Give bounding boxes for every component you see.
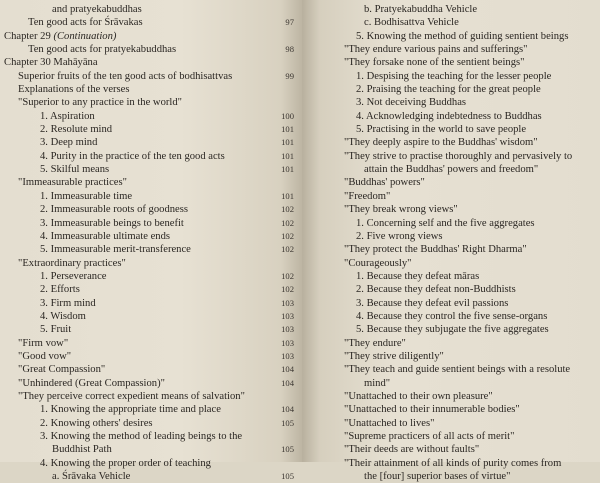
toc-entry-text: 3. Immeasurable beings to benefit xyxy=(40,217,184,229)
toc-entry xyxy=(0,430,302,443)
toc-entry-text: 4. Because they control the five sense-organs xyxy=(356,310,548,322)
toc-entry xyxy=(302,257,600,270)
toc-entry-text: Explanations of the verses xyxy=(18,84,130,96)
toc-entry xyxy=(0,297,302,310)
toc-page-number: 101 xyxy=(281,190,294,201)
toc-entry-text: 4. Immeasurable ultimate ends xyxy=(40,230,171,242)
toc-entry-text: "They teach and guide sentient beings with a resolute xyxy=(344,364,571,376)
toc-entry-text: Buddhist Path xyxy=(52,444,112,456)
toc-page-number: 101 xyxy=(281,164,294,175)
toc-entry-text: 3. Knowing the method of leading beings to the xyxy=(40,431,243,442)
right-toc-column xyxy=(302,0,600,483)
toc-entry-text: 2. Because they defeat non-Buddhists xyxy=(356,284,516,296)
toc-entry-text: "Unattached to their own pleasure" xyxy=(344,390,493,402)
toc-page-number: 102 xyxy=(281,284,294,295)
toc-entry-text: "They protect the Buddhas' Right Dharma" xyxy=(344,244,527,256)
toc-entry-text: b. Pratyekabuddha Vehicle xyxy=(364,4,478,15)
toc-page-number: 103 xyxy=(281,324,294,335)
toc-entry xyxy=(0,390,302,403)
toc-entry xyxy=(0,470,302,483)
toc-entry xyxy=(302,110,600,123)
toc-entry xyxy=(302,283,600,296)
toc-entry-text: 5. Fruit xyxy=(40,324,72,336)
toc-entry-text: 3. Because they defeat evil passions xyxy=(356,297,509,309)
toc-entry xyxy=(302,377,600,390)
toc-entry xyxy=(0,283,302,296)
toc-entry-text: mind" xyxy=(364,377,391,389)
right-page xyxy=(302,0,600,483)
toc-entry-text: 1. Knowing the appropriate time and place xyxy=(40,404,221,416)
toc-entry-text: 5. Practising in the world to save people xyxy=(356,124,527,136)
toc-entry xyxy=(302,3,600,16)
toc-entry xyxy=(302,136,600,149)
toc-entry xyxy=(302,203,600,216)
toc-entry-text: 1. Immeasurable time xyxy=(40,190,133,202)
toc-entry xyxy=(302,403,600,416)
toc-entry-text: 3. Firm mind xyxy=(40,297,96,309)
toc-entry-text: and pratyekabuddhas xyxy=(52,4,142,15)
toc-page-number: 105 xyxy=(281,444,294,455)
toc-entry-text: "Buddhas' powers" xyxy=(344,177,425,189)
toc-entry xyxy=(0,217,302,230)
toc-page-number: 103 xyxy=(281,350,294,361)
toc-entry-text: a. Śrāvaka Vehicle xyxy=(52,471,131,483)
toc-entry xyxy=(0,457,302,470)
toc-entry-text: "Firm vow" xyxy=(18,337,69,349)
toc-entry-text: 2. Knowing others' desires xyxy=(40,417,153,429)
toc-entry xyxy=(302,417,600,430)
toc-page-number: 98 xyxy=(285,44,294,55)
toc-page-number: 102 xyxy=(281,270,294,281)
toc-entry xyxy=(302,43,600,56)
toc-entry xyxy=(302,163,600,176)
toc-entry xyxy=(0,83,302,96)
toc-entry-text: Superior fruits of the ten good acts of bodhisattvas xyxy=(18,70,233,82)
toc-page-number: 102 xyxy=(281,217,294,228)
toc-entry-text: "They perceive correct expedient means of salvation" xyxy=(18,390,245,402)
toc-entry-text: "They forsake none of the sentient beings" xyxy=(344,57,525,69)
toc-entry xyxy=(302,243,600,256)
toc-entry xyxy=(302,150,600,163)
toc-entry xyxy=(0,203,302,216)
toc-entry-text: Ten good acts for pratyekabuddhas xyxy=(28,44,177,56)
toc-page-number: 102 xyxy=(281,244,294,255)
toc-entry xyxy=(0,43,302,56)
toc-page-number: 104 xyxy=(281,404,294,415)
toc-page-number: 100 xyxy=(281,110,294,121)
toc-entry xyxy=(0,3,302,16)
toc-entry xyxy=(0,110,302,123)
toc-entry xyxy=(0,150,302,163)
toc-entry-text: 2. Resolute mind xyxy=(40,124,113,136)
toc-entry xyxy=(0,190,302,203)
toc-entry-text: 1. Perseverance xyxy=(40,270,107,282)
toc-entry-text: c. Bodhisattva Vehicle xyxy=(364,17,459,29)
toc-entry xyxy=(302,457,600,470)
toc-entry xyxy=(302,56,600,69)
toc-entry-text: 1. Because they defeat māras xyxy=(356,270,480,282)
toc-entry xyxy=(302,176,600,189)
toc-entry xyxy=(0,403,302,416)
toc-entry-text: 1. Concerning self and the five aggregates xyxy=(356,217,535,229)
toc-entry xyxy=(0,270,302,283)
toc-entry-text: "Courageously" xyxy=(344,257,412,269)
toc-entry xyxy=(0,323,302,336)
toc-entry-text: "Freedom" xyxy=(344,190,391,202)
toc-entry xyxy=(302,70,600,83)
toc-page-number: 101 xyxy=(281,150,294,161)
toc-entry xyxy=(0,443,302,456)
toc-entry-text: 4. Knowing the proper order of teaching xyxy=(40,457,211,469)
toc-entry-text: 2. Immeasurable roots of goodness xyxy=(40,204,188,216)
toc-entry xyxy=(302,430,600,443)
toc-entry xyxy=(0,123,302,136)
toc-entry-text: 3. Not deceiving Buddhas xyxy=(356,97,467,109)
toc-entry-text: "They strive diligently" xyxy=(344,350,444,362)
toc-entry-text: "Their attainment of all kinds of purity comes from xyxy=(344,457,562,469)
toc-entry xyxy=(0,136,302,149)
toc-page-number: 104 xyxy=(281,364,294,375)
toc-entry xyxy=(302,323,600,336)
toc-entry xyxy=(302,310,600,323)
toc-entry xyxy=(0,70,302,83)
toc-entry-text: "Unattached to lives" xyxy=(344,417,435,429)
toc-entry xyxy=(0,163,302,176)
toc-entry-text: "Great Compassion" xyxy=(18,364,106,376)
toc-entry xyxy=(302,96,600,109)
toc-entry xyxy=(302,16,600,29)
toc-entry xyxy=(302,217,600,230)
toc-entry-text: "Superior to any practice in the world" xyxy=(18,97,182,109)
toc-entry xyxy=(0,363,302,376)
toc-entry xyxy=(302,470,600,483)
toc-entry-text: 1. Despising the teaching for the lesser people xyxy=(356,70,552,82)
toc-entry xyxy=(302,123,600,136)
toc-entry xyxy=(0,176,302,189)
toc-entry-text: "Good vow" xyxy=(18,350,72,362)
toc-entry-text: "Immeasurable practices" xyxy=(18,177,127,189)
toc-entry-text: "They endure" xyxy=(344,337,406,349)
toc-entry-text: 4. Purity in the practice of the ten good acts xyxy=(40,150,225,162)
toc-entry-text: attain the Buddhas' powers and freedom" xyxy=(364,164,539,176)
toc-page-number: 102 xyxy=(281,230,294,241)
toc-entry-text: "Supreme practicers of all acts of merit" xyxy=(344,431,515,442)
toc-entry-text: "Unhindered (Great Compassion)" xyxy=(18,377,165,389)
toc-entry-text: 5. Immeasurable merit-transference xyxy=(40,244,191,256)
toc-entry-text: Chapter 29 (Continuation) xyxy=(4,30,117,42)
toc-entry xyxy=(0,310,302,323)
toc-page-number: 102 xyxy=(281,204,294,215)
toc-page-number: 105 xyxy=(281,417,294,428)
toc-entry-text: 5. Knowing the method of guiding sentient beings xyxy=(356,30,569,42)
toc-entry-text: 3. Deep mind xyxy=(40,137,98,149)
toc-page-number: 101 xyxy=(281,137,294,148)
toc-entry-text: "Their deeds are without faults" xyxy=(344,444,480,456)
toc-page-number: 99 xyxy=(285,70,294,81)
toc-entry xyxy=(302,363,600,376)
toc-entry-text: "They endure various pains and sufferings" xyxy=(344,44,528,56)
toc-entry xyxy=(0,96,302,109)
toc-page-number: 103 xyxy=(281,337,294,348)
toc-page-number: 105 xyxy=(281,471,294,482)
toc-page-number: 97 xyxy=(285,17,294,28)
toc-entry xyxy=(0,16,302,29)
toc-entry xyxy=(0,30,302,43)
toc-entry xyxy=(0,230,302,243)
toc-page-number: 103 xyxy=(281,297,294,308)
toc-entry xyxy=(302,83,600,96)
toc-entry xyxy=(0,350,302,363)
toc-page-number: 103 xyxy=(281,310,294,321)
toc-entry xyxy=(302,30,600,43)
toc-entry xyxy=(302,337,600,350)
toc-entry-text: 1. Aspiration xyxy=(40,110,95,122)
toc-entry xyxy=(0,257,302,270)
toc-entry xyxy=(302,190,600,203)
toc-entry-text: 2. Efforts xyxy=(40,284,80,296)
toc-entry-text: Chapter 30 Mahāyāna xyxy=(4,57,98,69)
toc-entry-text: 2. Praising the teaching for the great people xyxy=(356,84,541,96)
toc-entry-text: the [four] superior bases of virtue" xyxy=(364,471,511,483)
toc-entry-text: 2. Five wrong views xyxy=(356,230,443,242)
toc-entry-text: "Unattached to their innumerable bodies" xyxy=(344,404,520,416)
toc-entry xyxy=(302,390,600,403)
toc-entry-text: "They deeply aspire to the Buddhas' wisdom" xyxy=(344,137,538,149)
toc-entry xyxy=(302,443,600,456)
toc-entry xyxy=(0,337,302,350)
toc-entry xyxy=(302,230,600,243)
toc-entry-text: 5. Because they subjugate the five aggregates xyxy=(356,324,549,336)
toc-entry xyxy=(0,56,302,69)
toc-page-number: 101 xyxy=(281,124,294,135)
toc-entry xyxy=(302,350,600,363)
toc-entry-text: "They strive to practise thoroughly and pervasively to xyxy=(344,150,573,162)
toc-page-number: 104 xyxy=(281,377,294,388)
toc-entry xyxy=(0,243,302,256)
toc-entry-text: Ten good acts for Śrāvakas xyxy=(28,17,143,29)
toc-entry xyxy=(302,270,600,283)
toc-entry-text: 4. Wisdom xyxy=(40,310,86,322)
toc-entry-text: "They break wrong views" xyxy=(344,204,458,216)
toc-entry xyxy=(0,377,302,390)
toc-entry-text: 4. Acknowledging indebtedness to Buddhas xyxy=(356,110,542,122)
toc-entry-text: 5. Skilful means xyxy=(40,164,110,176)
toc-entry-text: "Extraordinary practices" xyxy=(18,257,126,269)
toc-entry xyxy=(302,297,600,310)
toc-entry xyxy=(0,417,302,430)
